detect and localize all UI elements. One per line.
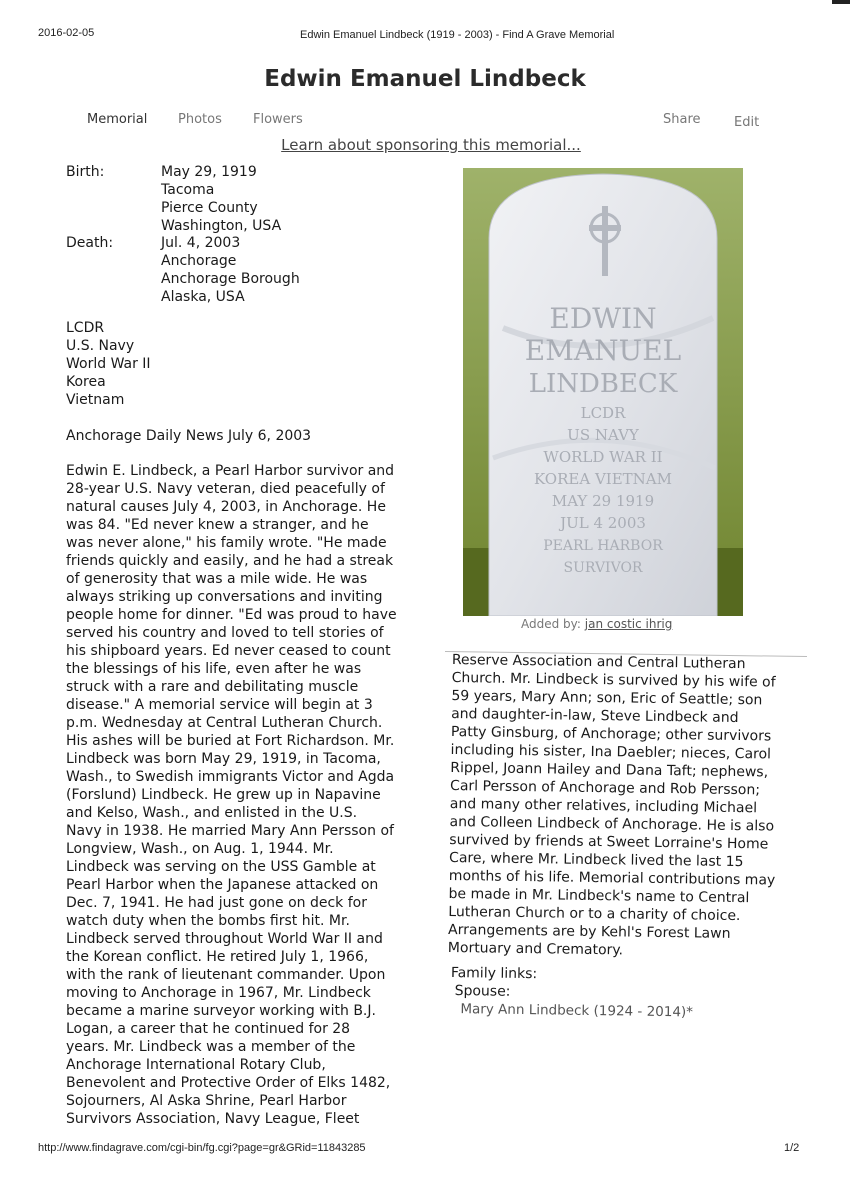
obituary-line: natural causes July 4, 2003, in Anchorage. He [66,499,386,515]
birth-state: Washington, USA [161,218,282,234]
obituary-line: watch duty when the bombs first hit. Mr. [66,913,350,929]
death-state: Alaska, USA [161,289,245,305]
obituary-line: Arrangements are by Kehl's Forest Lawn [447,921,731,942]
obituary-line: struck with a rare and debilitating muscle [66,679,359,695]
obituary-line: Anchorage International Rotary Club, [66,1057,326,1073]
inscription-line: MAY 29 1919 [551,492,655,510]
tab-photos[interactable]: Photos [178,112,222,127]
scan-mark [832,0,850,4]
obituary-line: survived by friends at Sweet Lorraine's Home [449,831,769,853]
service-line: LCDR [66,320,105,336]
family-links-heading: Family links: [450,964,538,983]
birth-label: Birth: [66,164,105,180]
obituary-line: Carl Persson of Anchorage and Rob Persson; [450,777,761,799]
inscription-line: KOREA VIETNAM [534,470,672,488]
obituary-text-column-2 [448,651,797,962]
death-city: Anchorage [161,253,237,269]
service-record [66,319,151,409]
headstone-photo[interactable] [463,168,743,616]
tab-flowers[interactable]: Flowers [253,112,303,127]
print-page-number: 1/2 [784,1142,800,1154]
obituary-line: the Korean conflict. He retired July 1, 1966, [66,949,369,965]
obituary-line: His ashes will be buried at Fort Richardson. Mr. [66,733,395,749]
photo-author-link[interactable]: jan costic ihrig [584,617,673,631]
obituary-line: friends quickly and easily, and he had a streak [66,553,394,569]
obituary-line: people home for dinner. "Ed was proud to have [66,607,397,623]
print-date: 2016-02-05 [38,27,95,39]
obituary-line: 59 years, Mary Ann; son, Eric of Seattle; son [451,687,763,709]
obituary-line: Reserve Association and Central Lutheran [451,651,746,673]
spouse-label: Spouse: [454,983,511,1000]
print-url: http://www.findagrave.com/cgi-bin/fg.cgi?page=gr&GRid=11843285 [38,1142,366,1154]
edit-link[interactable]: Edit [734,115,760,130]
obituary-line: (Forslund) Lindbeck. He grew up in Napavine [66,787,381,803]
inscription-line: WORLD WAR II [543,448,663,466]
obituary-line: Church. Mr. Lindbeck is survived by his wife of [451,669,776,691]
obituary-line: and Kelso, Wash., and enlisted in the U.S. [66,805,358,821]
caption-prefix: Added by: [521,617,581,631]
page-title: Edwin Emanuel Lindbeck [264,66,586,92]
obituary-line: Lindbeck was serving on the USS Gamble at [66,859,376,875]
obituary-line: Patty Ginsburg, of Anchorage; other survivors [450,723,772,745]
inscription-line: EMANUEL [524,334,682,367]
obituary-line: years. Mr. Lindbeck was a member of the [66,1039,356,1055]
service-line: Korea [66,374,106,390]
death-borough: Anchorage Borough [161,271,300,287]
obituary-line: Wash., to Swedish immigrants Victor and Agda [66,769,395,785]
obituary-line: Care, where Mr. Lindbeck lived the last 15 [448,849,744,871]
service-line: World War II [66,356,151,372]
obituary-line: Dec. 7, 1941. He had just gone on deck for [66,895,367,911]
obituary-line: and daughter-in-law, Steve Lindbeck and [451,705,739,727]
headstone-image [463,168,743,616]
service-line: Vietnam [66,392,125,408]
obituary-line: his shipboard years. Ed never ceased to count [66,643,391,659]
obituary-line: Lindbeck was born May 29, 1919, in Tacoma, [66,751,381,767]
obituary-line: and many other relatives, including Michael [449,795,758,817]
obituary-line: Logan, a career that he continued for 28 [66,1021,351,1037]
obituary-line: was never alone," his family wrote. "He made [66,535,387,551]
inscription-line: LINDBECK [528,369,678,399]
obituary-line: be made in Mr. Lindbeck's name to Central [448,885,750,907]
obituary-line: Longview, Wash., on Aug. 1, 1944. Mr. [66,841,334,857]
obituary-line: disease." A memorial service will begin at 3 [66,697,373,713]
obituary-line: and Colleen Lindbeck of Anchorage. He is also [449,813,775,835]
obituary-line: the blessings of his life, even after he was [66,661,362,677]
obituary-line: 28-year U.S. Navy veteran, died peacefully of [66,481,385,497]
birth-city: Tacoma [161,182,215,198]
service-line: U.S. Navy [66,338,135,354]
birth-county: Pierce County [161,200,258,216]
print-window-title: Edwin Emanuel Lindbeck (1919 - 2003) - Find A Grave Memorial [300,29,615,41]
obituary-source: Anchorage Daily News July 6, 2003 [66,428,312,444]
inscription-line: JUL 4 2003 [560,514,646,532]
obituary-line: Survivors Association, Navy League, Fleet [66,1111,360,1127]
death-label: Death: [66,235,114,251]
obituary-line: Rippel, Joann Hailey and Dana Taft; nephews, [450,759,769,781]
obituary-line: Lutheran Church or to a charity of choice. [448,903,741,925]
obituary-line: Pearl Harbor when the Japanese attacked on [66,877,379,893]
photo-caption [521,617,672,631]
obituary-line: Benevolent and Protective Order of Elks 1482, [66,1075,391,1091]
obituary-line: Edwin E. Lindbeck, a Pearl Harbor survivor and [66,463,395,479]
share-link[interactable]: Share [663,112,701,127]
obituary-line: served his country and loved to tell stories of [66,625,384,641]
obituary-line: p.m. Wednesday at Central Lutheran Church. [66,715,383,731]
obituary-line: Mortuary and Crematory. [447,939,624,959]
obituary-line: months of his life. Memorial contributions may [448,867,776,889]
obituary-line: Lindbeck served throughout World War II and [66,931,383,947]
obituary-line: Navy in 1938. He married Mary Ann Persson of [66,823,394,839]
family-links [450,964,693,1021]
inscription-line: SURVIVOR [563,560,643,576]
tab-memorial[interactable]: Memorial [87,112,148,127]
sponsor-link[interactable]: Learn about sponsoring this memorial... [281,136,581,154]
obituary-line: became a marine surveyor working with B.J. [66,1003,376,1019]
obituary-line: was 84. "Ed never knew a stranger, and he [66,517,369,533]
birth-date: May 29, 1919 [161,164,257,180]
death-date: Jul. 4, 2003 [161,235,241,251]
inscription-line: PEARL HARBOR [543,538,663,554]
obituary-line: Sojourners, Al Aska Shrine, Pearl Harbor [66,1093,347,1109]
inscription-line: US NAVY [567,426,639,444]
obituary-line: with the rank of lieutenant commander. Upon [66,967,386,983]
obituary-line: moving to Anchorage in 1967, Mr. Lindbeck [66,985,371,1001]
obituary-line: always striking up conversations and inviting [66,589,383,605]
obituary-line: of generosity that was a mile wide. He was [66,571,368,587]
obituary-line: including his sister, Ina Daebler; nieces, Carol [450,741,772,763]
inscription-line: EDWIN [549,302,657,335]
obituary-text-column-1 [66,462,416,1128]
inscription-line: LCDR [580,404,626,422]
spouse-link[interactable]: Mary Ann Lindbeck (1924 - 2014)* [460,1001,694,1021]
